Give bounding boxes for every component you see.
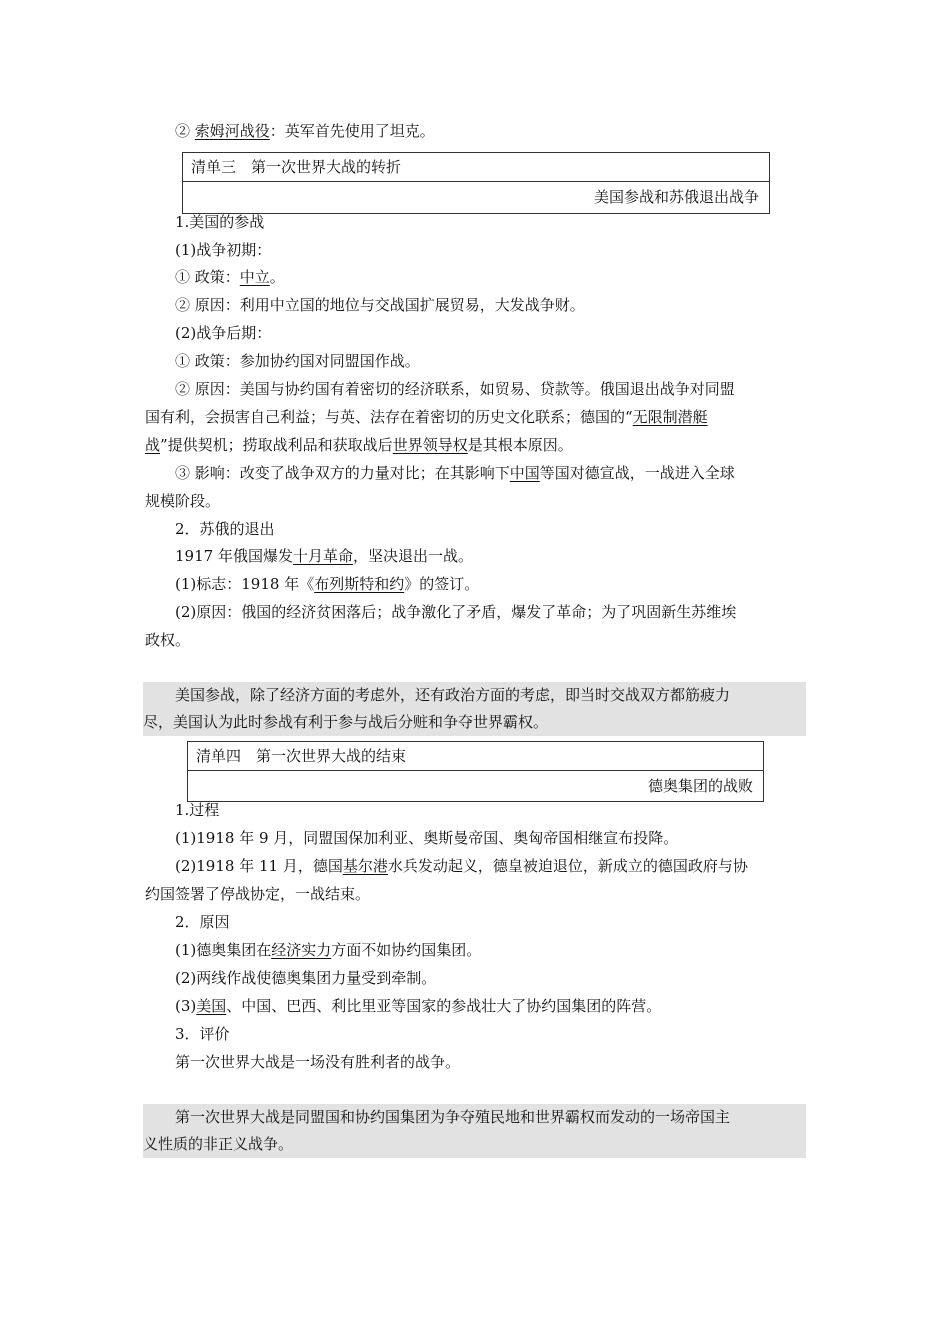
late-policy-line: ① 政策：参加协约国对同盟国作战。: [175, 352, 420, 370]
late-reason-text: ”提供契机；捞取战利品和获取战后: [160, 436, 393, 454]
checklist-4-subtitle: 德奥集团的战败: [647, 777, 753, 795]
russia-reason-line-2: 政权。: [145, 631, 191, 649]
impact-text: ③ 影响：改变了战争双方的力量对比；在其影响下: [175, 464, 510, 482]
process-heading: 1.过程: [175, 801, 220, 819]
late-reason-line-3: [145, 432, 573, 459]
checklist-4-box: [187, 741, 764, 802]
world-leadership-term: 世界领导权: [392, 436, 468, 454]
note-line: 义性质的非正义战争。: [143, 1135, 294, 1153]
checklist-3-title: 清单三 第一次世界大战的转折: [183, 153, 769, 182]
usa-term: 美国: [196, 997, 227, 1015]
cause-3: [175, 993, 661, 1020]
process-text: (2)1918 年 11 月，德国: [175, 857, 343, 875]
unrestricted-submarine-term: 无限制潜艇: [632, 408, 708, 426]
process-item-1: (1)1918 年 9 月，同盟国保加利亚、奥斯曼帝国、奥匈帝国相继宣布投降。: [175, 829, 679, 847]
early-policy-line: [175, 264, 285, 291]
cause-text: (3): [175, 997, 197, 1015]
china-term: 中国: [509, 464, 540, 482]
early-policy-suffix: 。: [269, 268, 285, 286]
somme-text: ：英军首先使用了坦克。: [269, 122, 435, 140]
brest-litovsk-term: 布列斯特和约: [314, 575, 405, 593]
process-item-2: [175, 853, 748, 880]
process-item-2-cont: 约国签署了停战协定，一战结束。: [145, 885, 371, 903]
note-war-nature: [143, 1104, 806, 1158]
impact-text: 等国对德宣战，一战进入全球: [539, 464, 735, 482]
revolution-text: ，坚决退出一战。: [352, 547, 473, 565]
cause-text: 、中国、巴西、利比里亚等国家的参战壮大了协约国集团的阵营。: [226, 997, 662, 1015]
impact-line-1: [175, 460, 735, 487]
somme-battle-link: 索姆河战役: [194, 122, 270, 140]
cause-text: 方面不如协约国集团。: [331, 941, 482, 959]
late-war-label: (2)战争后期：: [175, 324, 272, 342]
checklist-4-title: 清单四 第一次世界大战的结束: [188, 742, 763, 771]
circled-number: ②: [175, 122, 195, 140]
october-revolution-line: [175, 543, 473, 570]
russia-reason-line-1: (2)原因：俄国的经济贫困落后；战争激化了矛盾，爆发了革命；为了巩固新生苏维埃: [175, 603, 737, 621]
early-policy-prefix: ① 政策：: [175, 268, 240, 286]
late-reason-text: 是其根本原因。: [467, 436, 573, 454]
economic-strength-term: 经济实力: [271, 941, 332, 959]
early-war-label: (1)战争初期：: [175, 241, 272, 259]
process-text: 水兵发动起义，德皇被迫退位，新成立的德国政府与协: [387, 857, 748, 875]
note-line: 第一次世界大战是同盟国和协约国集团为争夺殖民地和世界霸权而发动的一场帝国主: [175, 1108, 731, 1126]
kiel-term: 基尔港: [342, 857, 388, 875]
late-reason-text: 国有利，会损害自己利益；与英、法存在着密切的历史文化联系；德国的“: [145, 408, 633, 426]
evaluation-heading: 3．评价: [175, 1025, 230, 1043]
evaluation-text: 第一次世界大战是一场没有胜利者的战争。: [175, 1053, 461, 1071]
note-line: 尽，美国认为此时参战有利于参与战后分赃和争夺世界霸权。: [143, 713, 549, 731]
checklist-3-subtitle: 美国参战和苏俄退出战争: [593, 188, 759, 206]
treaty-text: (1)标志：1918 年《: [175, 575, 315, 593]
late-reason-line-1: ② 原因：美国与协约国有着密切的经济联系，如贸易、贷款等。俄国退出战争对同盟: [175, 380, 735, 398]
neutral-term: 中立: [239, 268, 270, 286]
somme-line: [175, 118, 435, 145]
cause-text: (1)德奥集团在: [175, 941, 272, 959]
us-entry-heading: 1.美国的参战: [175, 213, 265, 231]
treaty-text: 》的签订。: [404, 575, 480, 593]
note-line: 美国参战，除了经济方面的考虑外，还有政治方面的考虑，即当时交战双方都筋疲力: [175, 686, 731, 704]
causes-heading: 2．原因: [175, 913, 230, 931]
impact-line-2: 规模阶段。: [145, 492, 221, 510]
russia-exit-heading: 2．苏俄的退出: [175, 520, 275, 538]
note-us-entry: [143, 682, 806, 736]
early-reason-line: ② 原因：利用中立国的地位与交战国扩展贸易，大发战争财。: [175, 296, 585, 314]
cause-1: [175, 937, 481, 964]
checklist-3-box: [182, 152, 770, 214]
cause-2: (2)两线作战使德奥集团力量受到牵制。: [175, 969, 437, 987]
treaty-line: [175, 571, 479, 598]
october-revolution-term: 十月革命: [292, 547, 353, 565]
unrestricted-submarine-term-end: 战: [145, 436, 161, 454]
revolution-text: 1917 年俄国爆发: [175, 547, 293, 565]
late-reason-line-2: [145, 404, 708, 431]
